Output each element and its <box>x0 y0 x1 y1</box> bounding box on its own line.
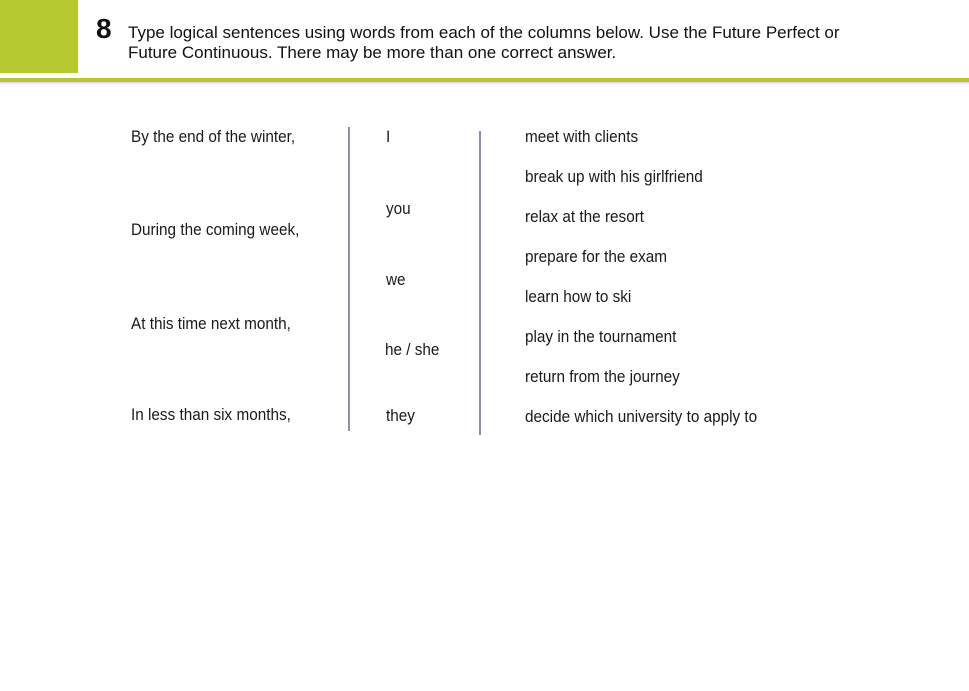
time-expression-item: By the end of the winter, <box>131 127 296 146</box>
time-expression-item: In less than six months, <box>131 405 291 424</box>
exercise-header <box>0 0 969 82</box>
subject-item: they <box>386 406 415 425</box>
instruction-line-2: Future Continuous. There may be more than one correct answer. <box>128 43 617 62</box>
verb-phrase-item: decide which university to apply to <box>525 407 758 426</box>
subject-item: you <box>386 199 411 218</box>
verb-phrase-item: relax at the resort <box>525 207 645 226</box>
header-shadow <box>0 82 969 85</box>
column-divider-1 <box>348 127 350 431</box>
time-expression-item: During the coming week, <box>131 220 300 239</box>
subject-item: I <box>386 127 391 146</box>
instruction-line-1: Type logical sentences using words from each of the columns below. Use the Future Perfect or <box>128 23 840 42</box>
exercise-instructions <box>128 23 928 63</box>
time-expression-item: At this time next month, <box>131 314 291 333</box>
exercise-number: 8 <box>96 13 112 44</box>
verb-phrase-item: return from the journey <box>525 367 680 386</box>
verb-phrase-item: break up with his girlfriend <box>525 167 703 186</box>
verb-phrase-item: learn how to ski <box>525 287 632 306</box>
subject-item: he / she <box>385 340 440 359</box>
subject-item: we <box>386 270 406 289</box>
accent-block <box>0 0 78 73</box>
column-divider-2 <box>479 131 481 435</box>
verb-phrase-item: meet with clients <box>525 127 639 146</box>
verb-phrase-item: prepare for the exam <box>525 247 668 266</box>
verb-phrase-item: play in the tournament <box>525 327 677 346</box>
